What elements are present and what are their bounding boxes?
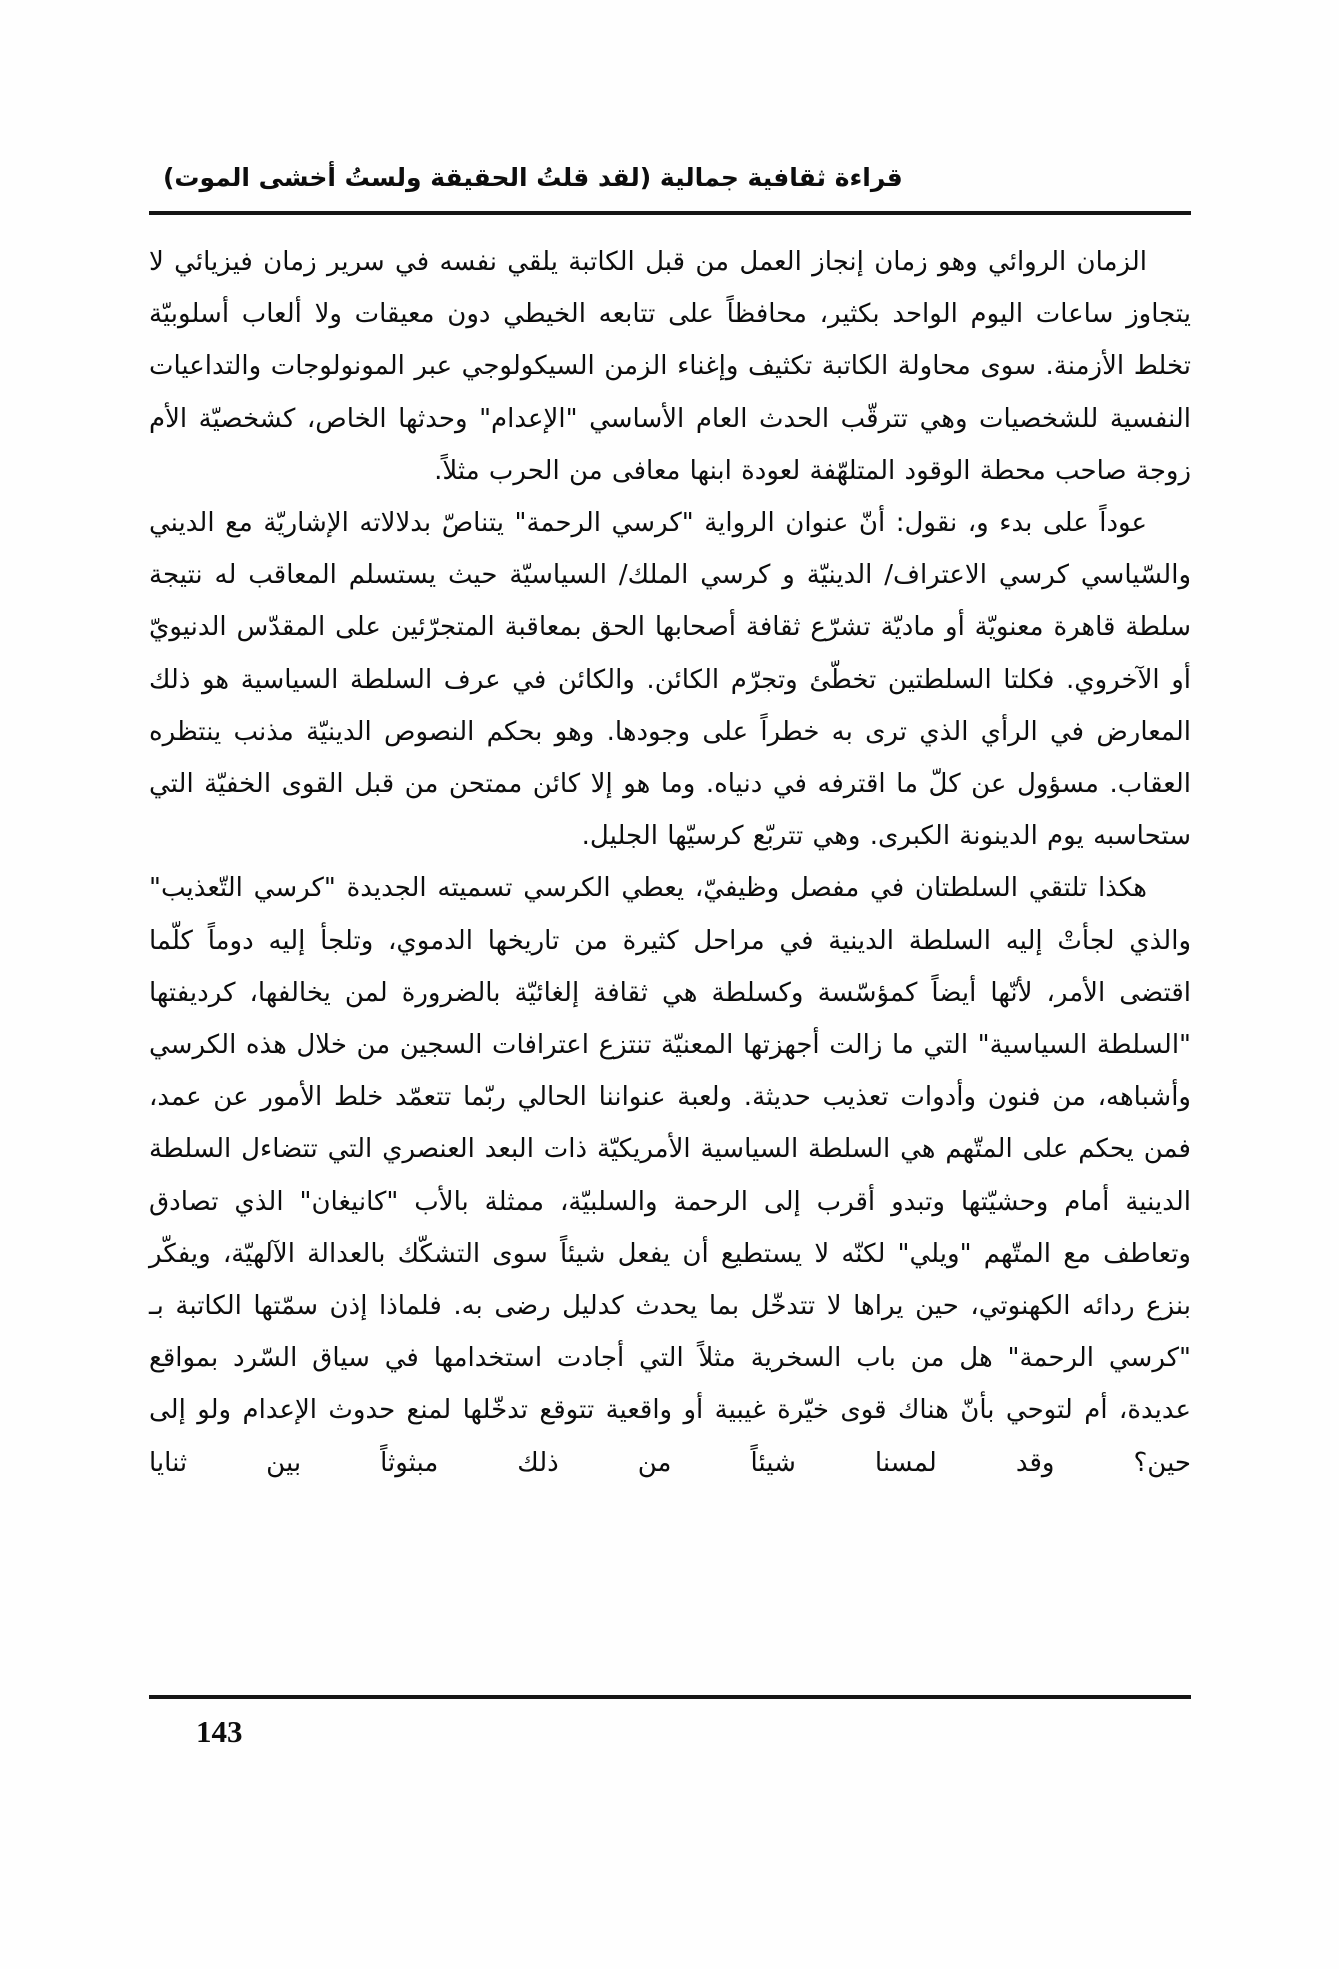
footer-divider-rule	[149, 1695, 1191, 1699]
body-text-block	[149, 236, 1191, 1489]
page-number: 143	[196, 1714, 243, 1749]
paragraph-2: عوداً على بدء و، نقول: أنّ عنوان الرواية "كرسي الرحمة" يتناصّ بدلالاته الإشاريّة مع الديني والسّياسي كرسي الاعتراف/ الدينيّة و كرسي الملك/ السياسيّة حيث يستسلم المعاقب له نتيجة سلطة قاهرة معنويّة أو ماديّة تشرّع ثقافة أصحابها الحق بمعاقبة المتجرّئين على المقدّس الدنيويّ أو الآخروي. فكلتا السلطتين تخطّئ وتجرّم الكائن. والكائن في عرف السلطة السياسية هو ذلك المعارض في الرأي الذي ترى به خطراً على وجودها. وهو بحكم النصوص الدينيّة مذنب ينتظره العقاب. مسؤول عن كلّ ما اقترفه في دنياه. وما هو إلا كائن ممتحن من قبل القوى الخفيّة التي ستحاسبه يوم الدينونة الكبرى. وهي تتربّع كرسيّها الجليل.	[149, 508, 1191, 852]
header-divider-rule	[149, 211, 1191, 215]
paragraph-1: الزمان الروائي وهو زمان إنجاز العمل من قبل الكاتبة يلقي نفسه في سرير زمان فيزيائي لا يتجاوز ساعات اليوم الواحد بكثير، محافظاً على تتابعه الخيطي دون معيقات ولا ألعاب أسلوبيّة تخلط الأزمنة. سوى محاولة الكاتبة تكثيف وإغناء الزمن السيكولوجي عبر المونولوجات والتداعيات النفسية للشخصيات وهي تترقّب الحدث العام الأساسي "الإعدام" وحدثها الخاص، كشخصيّة الأم زوجة صاحب محطة الوقود المتلهّفة لعودة ابنها معافى من الحرب مثلاً.	[149, 247, 1191, 486]
running-header-title: قراءة ثقافية جمالية (لقد قلتُ الحقيقة ولستُ أخشى الموت)	[163, 163, 903, 192]
paragraph-3: هكذا تلتقي السلطتان في مفصل وظيفيّ، يعطي الكرسي تسميته الجديدة "كرسي التّعذيب" والذي لجأتْ إليه السلطة الدينية في مراحل كثيرة من تاريخها الدموي، وتلجأ إليه دوماً كلّما اقتضى الأمر، لأنّها أيضاً كمؤسّسة وكسلطة هي ثقافة إلغائيّة بالضرورة لمن يخالفها، كرديفتها "السلطة السياسية" التي ما زالت أجهزتها المعنيّة تنتزع اعترافات السجين من خلال هذه الكرسي وأشباهه، من فنون وأدوات تعذيب حديثة. ولعبة عنواننا الحالي ربّما تتعمّد خلط الأمور عن عمد، فمن يحكم على المتّهم هي السلطة السياسية الأمريكيّة ذات البعد العنصري التي تتضاءل السلطة الدينية أمام وحشيّتها وتبدو أقرب إلى الرحمة والسلبيّة، ممثلة بالأب "كانيغان" الذي تصادق وتعاطف مع المتّهم "ويلي" لكنّه لا يستطيع أن يفعل شيئاً سوى التشكّك بالعدالة الآلهيّة، ويفكّر بنزع ردائه الكهنوتي، حين يراها لا تتدخّل بما يحدث كدليل رضى به. فلماذا إذن سمّتها الكاتبة بـ "كرسي الرحمة" هل من باب السخرية مثلاً التي أجادت استخدامها في سياق السّرد بمواقع عديدة، أم لتوحي بأنّ هناك قوى خيّرة غيبية أو واقعية تتوقع تدخّلها لمنع حدوث الإعدام ولو إلى حين؟ وقد لمسنا شيئاً من ذلك مبثوثاً بين ثنايا	[149, 873, 1191, 1478]
